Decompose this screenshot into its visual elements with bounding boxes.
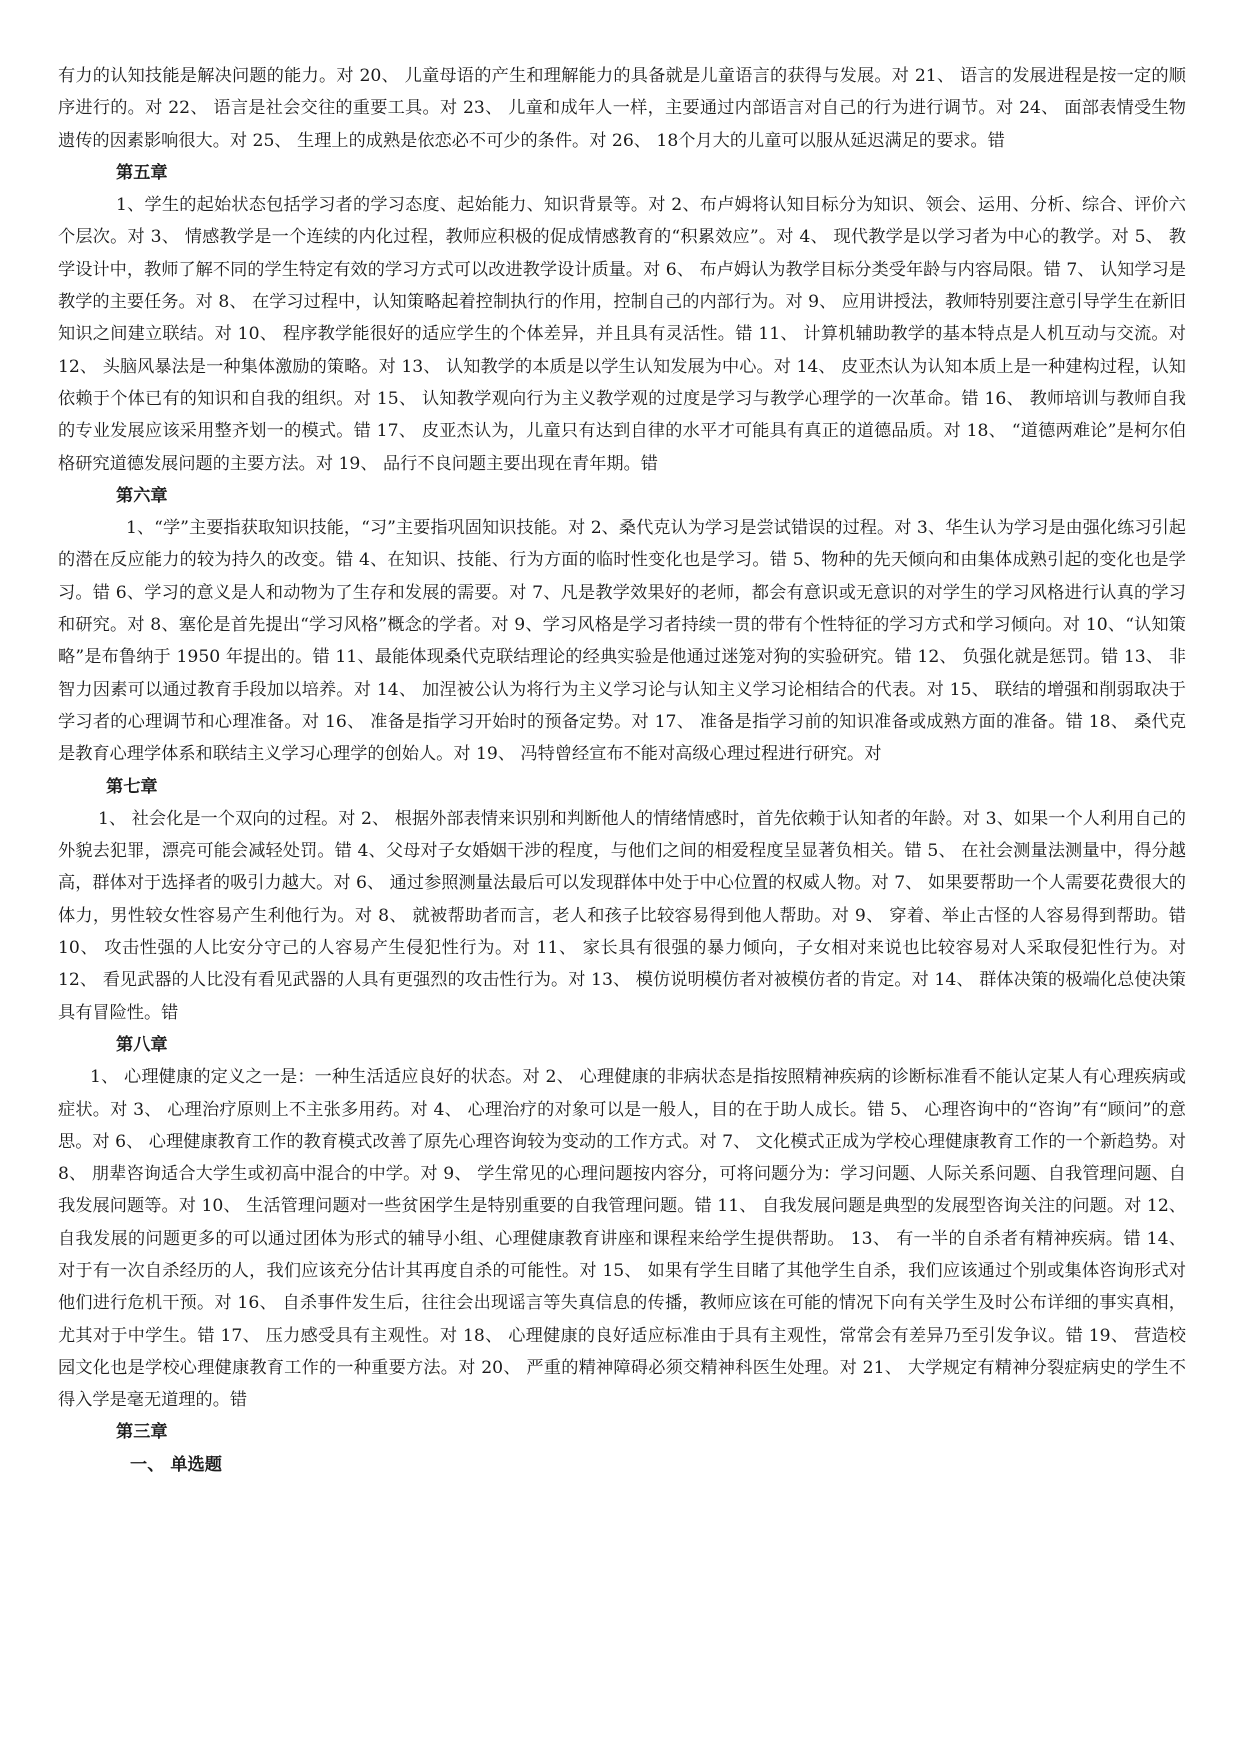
chapter-heading-6: 第六章 [116,485,168,506]
paragraph-chapter7: 1、 社会化是一个双向的过程。对 2、 根据外部表情来识别和判断他人的情绪情感时，首先依赖于认知者的年龄。对 3、如果一个人利用自己的外貌去犯罪，漂亮可能会减轻处罚。错 4、父母对子女婚姻干涉的程度，与他们之间的相爱程度呈显著负相关。错 5、 在社会测量法测量中，得分越高，群体对于选择者的吸引力越大。对 6、 通过参照测量法最后可以发现群体中处于中心位置的权威人物。对 7、 如果要帮助一个人需要花费很大的体力，男性较女性容易产生利他行为。对 8、 就被帮助者而言，老人和孩子比较容易得到他人帮助。对 9、 穿着、举止古怪的人容易得到帮助。错 10、 攻击性强的人比安分守己的人容易产生侵犯性行为。对 11、 家长具有很强的暴力倾向，子女相对来说也比较容易对人采取侵犯性行为。对 12、 看见武器的人比没有看见武器的人具有更强烈的攻击性行为。对 13、 模仿说明模仿者对被模仿者的肯定。对 14、 群体决策的极端化总使决策具有冒险性。错 [58,808,1186,1023]
paragraph-chapter4-tail: 有力的认知技能是解决问题的能力。对 20、 儿童母语的产生和理解能力的具备就是儿童语言的获得与发展。对 21、 语言的发展进程是按一定的顺序进行的。对 22、 语言是社会交往的重要工具。对 23、 儿童和成年人一样，主要通过内部语言对自己的行为进行调节。对 24、 面部表情受生物遗传的因素影响很大。对 25、 生理上的成熟是依恋必不可少的条件。对 26、 18个月大的儿童可以服从延迟满足的要求。错 [58,66,1186,151]
chapter-heading-8: 第八章 [116,1034,168,1055]
chapter-heading-5: 第五章 [116,162,168,183]
document-page [58,60,1186,1481]
section-heading-single-choice: 一、 单选题 [130,1454,222,1475]
chapter-heading-7: 第七章 [106,776,158,797]
paragraph-chapter8: 1、 心理健康的定义之一是：一种生活适应良好的状态。对 2、 心理健康的非病状态是指按照精神疾病的诊断标准看不能认定某人有心理疾病或症状。对 3、 心理治疗原则上不主张多用药。对 4、 心理治疗的对象可以是一般人，目的在于助人成长。错 5、 心理咨询中的“咨询”有“顾问”的意思。对 6、 心理健康教育工作的教育模式改善了原先心理咨询较为变动的工作方式。对 7、 文化模式正成为学校心理健康教育工作的一个新趋势。对 8、 朋辈咨询适合大学生或初高中混合的中学。对 9、 学生常见的心理问题按内容分，可将问题分为：学习问题、人际关系问题、自我管理问题、自我发展问题等。对 10、 生活管理问题对一些贫困学生是特别重要的自我管理问题。错 11、 自我发展问题是典型的发展型咨询关注的问题。对 12、 自我发展的问题更多的可以通过团体为形式的辅导小组、心理健康教育讲座和课程来给学生提供帮助。 13、 有一半的自杀者有精神疾病。错 14、 对于有一次自杀经历的人，我们应该充分估计其再度自杀的可能性。对 15、 如果有学生目睹了其他学生自杀，我们应该通过个别或集体咨询形式对他们进行危机干预。对 16、 自杀事件发生后，往往会出现谣言等失真信息的传播，教师应该在可能的情况下向有关学生及时公布详细的事实真相，尤其对于中学生。错 17、 压力感受具有主观性。对 18、 心理健康的良好适应标准由于具有主观性，常常会有差异乃至引发争议。错 19、 营造校园文化也是学校心理健康教育工作的一种重要方法。对 20、 严重的精神障碍必须交精神科医生处理。对 21、 大学规定有精神分裂症病史的学生不得入学是毫无道理的。错 [58,1067,1186,1411]
chapter-heading-3: 第三章 [116,1422,168,1443]
paragraph-chapter6: 1、“学”主要指获取知识技能，“习”主要指巩固知识技能。对 2、桑代克认为学习是尝试错误的过程。对 3、华生认为学习是由强化练习引起的潜在反应能力的较为持久的改变。错 4、在知识、技能、行为方面的临时性变化也是学习。错 5、物种的先天倾向和由集体成熟引起的变化也是学习。错 6、学习的意义是人和动物为了生存和发展的需要。对 7、凡是教学效果好的老师，都会有意识或无意识的对学生的学习风格进行认真的学习和研究。对 8、塞伦是首先提出“学习风格”概念的学者。对 9、学习风格是学习者持续一贯的带有个性特征的学习方式和学习倾向。对 10、“认知策略”是布鲁纳于 1950 年提出的。错 11、最能体现桑代克联结理论的经典实验是他通过迷笼对狗的实验研究。错 12、 负强化就是惩罚。错 13、 非智力因素可以通过教育手段加以培养。对 14、 加涅被公认为将行为主义学习论与认知主义学习论相结合的代表。对 15、 联结的增强和削弱取决于学习者的心理调节和心理准备。对 16、 准备是指学习开始时的预备定势。对 17、 准备是指学习前的知识准备或成熟方面的准备。错 18、 桑代克是教育心理学体系和联结主义学习心理学的创始人。对 19、 冯特曾经宣布不能对高级心理过程进行研究。对 [58,518,1186,765]
paragraph-chapter5: 1、学生的起始状态包括学习者的学习态度、起始能力、知识背景等。对 2、布卢姆将认知目标分为知识、领会、运用、分析、综合、评价六个层次。对 3、 情感教学是一个连续的内化过程，教师应积极的促成情感教育的“积累效应”。对 4、 现代教学是以学习者为中心的教学。对 5、 教学设计中，教师了解不同的学生特定有效的学习方式可以改进教学设计质量。对 6、 布卢姆认为教学目标分类受年龄与内容局限。错 7、 认知学习是教学的主要任务。对 8、 在学习过程中，认知策略起着控制执行的作用，控制自己的内部行为。对 9、 应用讲授法，教师特别要注意引导学生在新旧知识之间建立联结。对 10、 程序教学能很好的适应学生的个体差异，并且具有灵活性。错 11、 计算机辅助教学的基本特点是人机互动与交流。对 12、 头脑风暴法是一种集体激励的策略。对 13、 认知教学的本质是以学生认知发展为中心。对 14、 皮亚杰认为认知本质上是一种建构过程，认知依赖于个体已有的知识和自我的组织。对 15、 认知教学观向行为主义教学观的过度是学习与教学心理学的一次革命。错 16、 教师培训与教师自我的专业发展应该采用整齐划一的模式。错 17、 皮亚杰认为，儿童只有达到自律的水平才可能具有真正的道德品质。对 18、 “道德两难论”是柯尔伯格研究道德发展问题的主要方法。对 19、 品行不良问题主要出现在青年期。错 [58,195,1186,474]
